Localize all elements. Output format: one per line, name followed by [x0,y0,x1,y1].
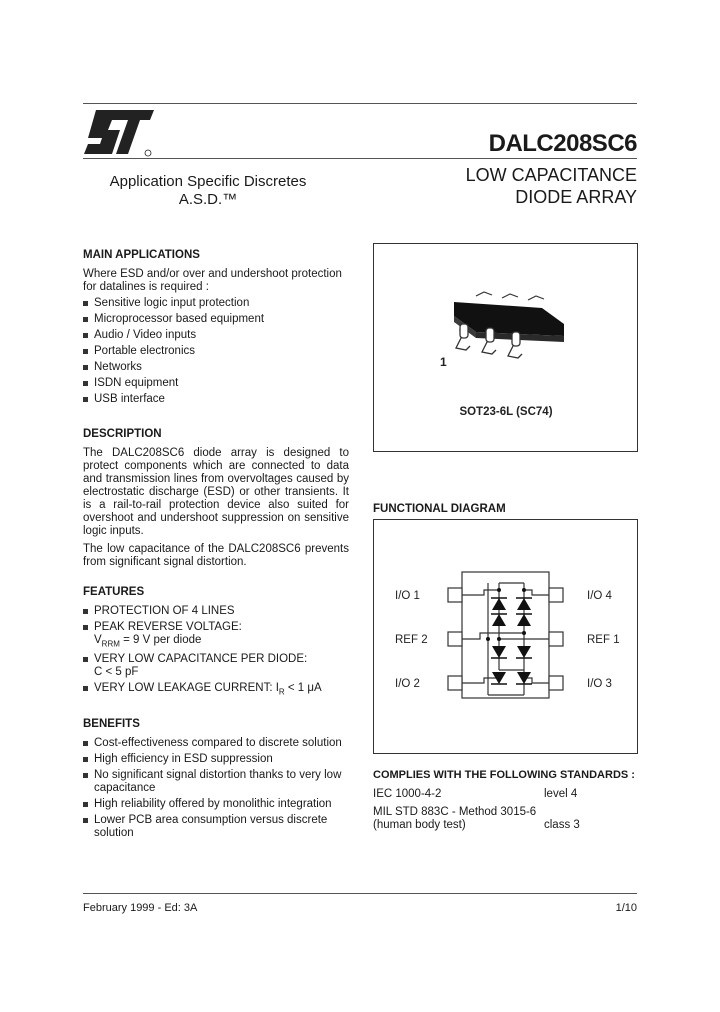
pin-label-io1: I/O 1 [395,590,420,602]
standard-iec-level: level 4 [544,788,578,800]
list-item: PROTECTION OF 4 LINES [83,605,349,618]
list-item: High reliability offered by monolithic integration [83,798,349,811]
list-item: PEAK REVERSE VOLTAGE: $V_{RRM} = 9$ V per diode [83,621,349,650]
standard-mil-class: class 3 [544,819,580,831]
functional-diagram-schematic [374,520,637,753]
applications-intro: Where ESD and/or over and undershoot protection for datalines is required : [83,268,342,293]
section-heading: DESCRIPTION [83,428,162,440]
standard-mil-note: (human body test) [373,819,466,831]
list-item: High efficiency in ESD suppression [83,753,349,766]
pin-one-label: 1 [440,355,447,369]
functional-diagram-heading: FUNCTIONAL DIAGRAM [373,503,506,515]
list-item: VERY LOW LEAKAGE CURRENT: $I_R < 1$ μA [83,682,349,698]
list-item: Sensitive logic input protection [83,297,349,310]
list-item: Portable electronics [83,345,349,358]
footer-date: February 1999 - Ed: 3A [83,902,198,914]
features-section [83,586,349,702]
list-item: VERY LOW CAPACITANCE PER DIODE: C < 5 pF [83,653,349,679]
pin-label-io3: I/O 3 [587,678,612,690]
list-item: USB interface [83,393,349,406]
section-heading: MAIN APPLICATIONS [83,249,200,261]
package-box [373,243,638,452]
standards-heading: COMPLIES WITH THE FOLLOWING STANDARDS : [373,769,635,781]
standard-iec: IEC 1000-4-2 [373,788,442,800]
description-para: The DALC208SC6 diode array is designed to protect components which are connected to data and transmission lines from overvoltages caused by electrostatic discharge (ESD) or other transients. It is a rail-to-rail protection device also suited for overshoot and undershoot suppression on sensitive logic inputs. [83,447,349,537]
description-para: The low capacitance of the DALC208SC6 prevents from significant signal distortion. [83,543,349,568]
title-rule [83,158,637,159]
description-section [83,428,349,569]
list-item: Networks [83,361,349,374]
benefits-section [83,718,349,843]
top-rule [83,103,637,104]
product-subtitle: LOW CAPACITANCE DIODE ARRAY [465,165,637,207]
part-number: DALC208SC6 [488,130,637,157]
list-item: Microprocessor based equipment [83,313,349,326]
st-logo-icon [82,108,156,158]
pin-label-ref2: REF 2 [395,634,428,646]
pin-label-io2: I/O 2 [395,678,420,690]
page-number: 1/10 [615,902,637,914]
section-heading: BENEFITS [83,718,140,730]
standard-mil: MIL STD 883C - Method 3015-6 [373,806,537,818]
list-item: Audio / Video inputs [83,329,349,342]
list-item: No significant signal distortion thanks to very low capacitance [83,769,349,795]
footer-rule [83,893,637,894]
applications-list [83,297,349,406]
package-caption: SOT23-6L (SC74) [459,406,553,418]
benefits-list [83,737,349,840]
section-heading: FEATURES [83,586,145,598]
list-item: Cost-effectiveness compared to discrete solution [83,737,349,750]
pin-label-io4: I/O 4 [587,590,612,602]
functional-diagram-box [373,519,638,754]
asd-label: Application Specific Discretes A.S.D.™ [109,173,307,208]
list-item: ISDN equipment [83,377,349,390]
main-applications-section [83,249,349,409]
features-list [83,605,349,699]
list-item: Lower PCB area consumption versus discrete solution [83,814,349,840]
pin-label-ref1: REF 1 [587,634,620,646]
package-drawing [374,244,637,451]
